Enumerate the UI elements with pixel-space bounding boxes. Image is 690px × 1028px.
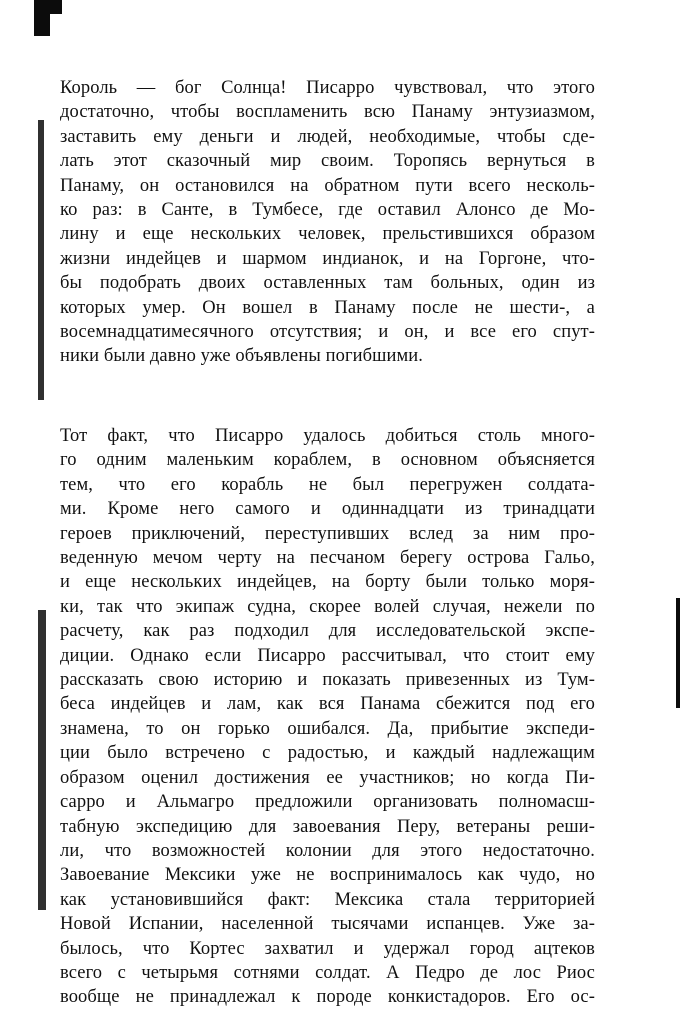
text-line: расчету, как раз подходил для исследовательской экспе- [60,621,595,642]
text-line: былось, что Кортес захватил и удержал город ацтеков [60,938,595,959]
text-line: беса индейцев и лам, как вся Панама сбежится под его [60,694,595,715]
paragraph-1 [0,76,690,369]
text-line: ции было встречено с радостью, и каждый надлежащим [60,743,595,764]
text-line: ки, так что экипаж судна, скорее волей случая, нежели по [60,596,595,617]
text-line: достаточно, чтобы воспламенить всю Панаму энтузиазмом, [60,102,595,123]
scan-artifact-top-notch [50,0,62,14]
text-line: Завоевание Мексики уже не воспринималось как чудо, но [60,865,595,886]
text-line: заставить ему деньги и людей, необходимые, чтобы сде- [60,126,595,147]
text-line: тем, что его корабль не был перегружен солдата- [60,474,595,495]
text-line: ли, что возможностей колонии для этого недостаточно. [60,840,595,861]
text-line: рассказать свою историю и показать привезенных из Тум- [60,670,595,691]
text-line: Новой Испании, населенной тысячами испанцев. Уже за- [60,914,595,935]
text-line: го одним маленьким кораблем, в основном объясняется [60,450,595,471]
text-line: которых умер. Он вошел в Панаму после не шести-, а [60,297,595,318]
text-line: Король — бог Солнца! Писарро чувствовал, что этого [60,78,595,98]
text-line: ми. Кроме него самого и одиннадцати из тринадцати [60,499,595,520]
text-line: диции. Однако если Писарро рассчитывал, что стоит ему [60,645,595,666]
text-line: вообще не принадлежал к породе конкистадоров. Его ос- [60,987,595,1008]
text-line: ники были давно уже объявлены погибшими. [60,346,424,367]
text-line: всего с четырьмя сотнями солдат. А Педро де лос Риос [60,962,595,983]
text-line: лину и еще нескольких человек, прельстившихся образом [60,224,595,245]
text-line: сарро и Альмагро предложили организовать полномасш- [60,792,595,813]
text-line: бы подобрать двоих оставленных там больных, один из [60,273,595,294]
text-line: и еще нескольких индейцев, на борту были только моря- [60,572,595,593]
scan-artifact-top [34,0,50,36]
text-line: знамена, то он горько ошибался. Да, прибытие экспеди- [60,718,595,739]
text-line: Панаму, он остановился на обратном пути всего несколь- [60,175,595,196]
text-line: лать этот сказочный мир своим. Торопясь вернуться в [60,151,595,172]
text-line: Тот факт, что Писарро удалось добиться столь много- [60,426,595,446]
text-line: табную экспедицию для завоевания Перу, ветераны реши- [60,816,595,837]
text-line: героев приключений, переступивших вслед за ним про- [60,523,595,544]
paragraph-2 [0,424,690,1010]
text-line: ко раз: в Санте, в Тумбесе, где оставил Алонсо де Мо- [60,200,595,221]
text-line: как установившийся факт: Мексика стала территорией [60,889,595,910]
text-line: веденную мечом черту на песчаном берегу острова Гальо, [60,548,595,569]
text-line: жизни индейцев и шармом индианок, и на Горгоне, что- [60,248,595,269]
text-line: восемнадцатимесячного отсутствия; и он, и все его спут- [60,322,595,343]
text-line: образом оценил достижения ее участников; но когда Пи- [60,767,595,788]
